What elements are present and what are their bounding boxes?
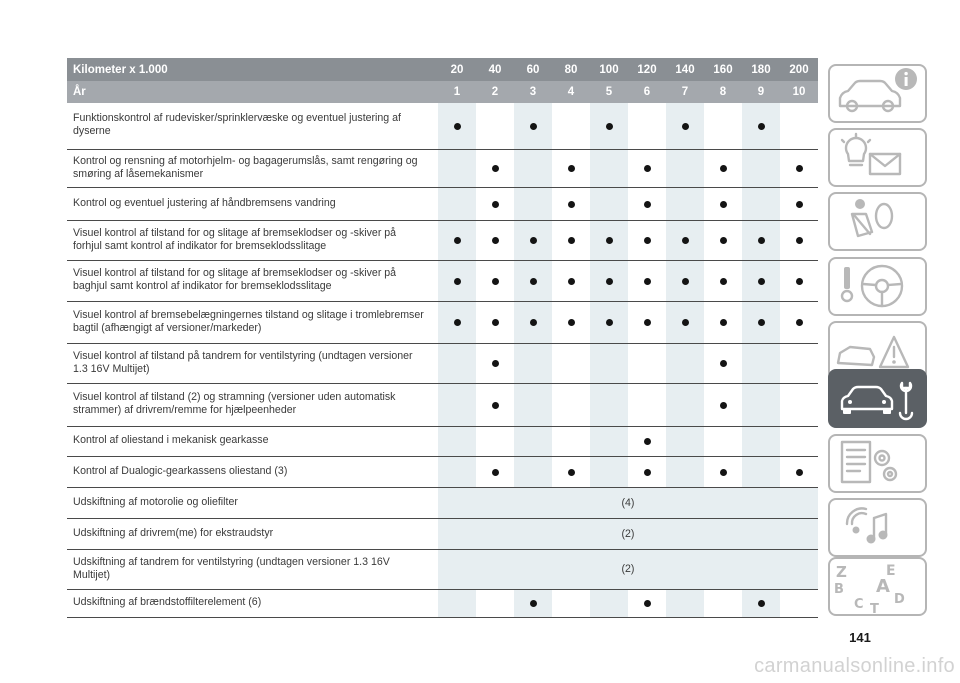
scheduled-dot-icon	[530, 123, 537, 130]
tab-maintenance[interactable]	[828, 369, 927, 428]
row-description: Visuel kontrol af tilstand for og slitage af bremseklodser og -skiver på baghjul samt kontrol af indikator for bremseklodsslitage	[67, 260, 438, 301]
schedule-cell	[666, 456, 704, 487]
scheduled-dot-icon	[682, 123, 689, 130]
scheduled-dot-icon	[568, 469, 575, 476]
schedule-cell	[628, 187, 666, 220]
header-year-label: År	[67, 81, 438, 103]
row-description: Visuel kontrol af tilstand (2) og stramning (versioner uden automatisk strammer) af drivrem/remme for hjælpeenheder	[67, 383, 438, 426]
schedule-cell	[780, 187, 818, 220]
tab-multimedia[interactable]	[828, 498, 927, 557]
scheduled-dot-icon	[568, 237, 575, 244]
scheduled-dot-icon	[606, 278, 613, 285]
scheduled-dot-icon	[530, 237, 537, 244]
table-row	[67, 518, 818, 549]
schedule-cell	[780, 220, 818, 260]
schedule-cell	[552, 187, 590, 220]
schedule-cell	[438, 383, 476, 426]
schedule-cell	[514, 456, 552, 487]
table-row	[67, 149, 818, 187]
schedule-cell	[438, 456, 476, 487]
scheduled-dot-icon	[568, 278, 575, 285]
header-km-label: Kilometer x 1.000	[67, 58, 438, 81]
header-km-40: 40	[476, 58, 514, 81]
schedule-cell	[514, 220, 552, 260]
tab-index[interactable]	[828, 557, 927, 616]
schedule-cell	[590, 103, 628, 149]
schedule-cell	[742, 149, 780, 187]
scheduled-dot-icon	[644, 278, 651, 285]
schedule-cell	[552, 343, 590, 383]
schedule-cell	[438, 103, 476, 149]
tab-warning-lights[interactable]	[828, 128, 927, 187]
schedule-cell	[780, 456, 818, 487]
schedule-cell	[704, 383, 742, 426]
scheduled-dot-icon	[568, 201, 575, 208]
schedule-cell	[476, 220, 514, 260]
schedule-cell	[628, 383, 666, 426]
schedule-cell	[780, 343, 818, 383]
row-description: Visuel kontrol af tilstand på tandrem for ventilstyring (undtagen versioner 1.3 16V Multijet)	[67, 343, 438, 383]
schedule-cell	[590, 301, 628, 343]
scheduled-dot-icon	[492, 201, 499, 208]
schedule-cell	[514, 301, 552, 343]
schedule-cell	[742, 260, 780, 301]
schedule-cell	[476, 187, 514, 220]
scheduled-dot-icon	[758, 319, 765, 326]
index-letter: E	[886, 563, 896, 579]
header-year-2: 2	[476, 81, 514, 103]
tab-safety[interactable]	[828, 192, 927, 251]
scheduled-dot-icon	[644, 319, 651, 326]
scheduled-dot-icon	[682, 278, 689, 285]
schedule-cell	[742, 426, 780, 456]
schedule-cell	[780, 426, 818, 456]
schedule-cell	[552, 426, 590, 456]
schedule-cell	[628, 301, 666, 343]
schedule-cell	[666, 187, 704, 220]
header-row-kilometers	[67, 58, 818, 81]
table-row	[67, 456, 818, 487]
schedule-body	[67, 103, 818, 617]
schedule-cell	[514, 260, 552, 301]
scheduled-dot-icon	[492, 469, 499, 476]
schedule-cell	[438, 260, 476, 301]
row-description: Funktionskontrol af rudevisker/sprinklervæske og eventuel justering af dyserne	[67, 103, 438, 149]
schedule-cell	[552, 149, 590, 187]
table-row	[67, 343, 818, 383]
table-row	[67, 426, 818, 456]
schedule-cell	[628, 456, 666, 487]
schedule-cell	[590, 343, 628, 383]
schedule-cell	[742, 383, 780, 426]
scheduled-dot-icon	[530, 278, 537, 285]
scheduled-dot-icon	[720, 237, 727, 244]
row-interval-note: (2)	[438, 549, 818, 589]
scheduled-dot-icon	[492, 402, 499, 409]
schedule-cell	[438, 343, 476, 383]
header-km-140: 140	[666, 58, 704, 81]
header-year-8: 8	[704, 81, 742, 103]
schedule-cell	[590, 260, 628, 301]
warning-lights-icon	[830, 130, 925, 185]
schedule-cell	[742, 220, 780, 260]
header-km-20: 20	[438, 58, 476, 81]
scheduled-dot-icon	[682, 237, 689, 244]
schedule-cell	[552, 589, 590, 617]
schedule-cell	[552, 301, 590, 343]
maintenance-icon	[830, 371, 925, 426]
index-letter: Z	[836, 563, 847, 581]
index-letter: T	[870, 602, 879, 614]
scheduled-dot-icon	[682, 319, 689, 326]
scheduled-dot-icon	[492, 319, 499, 326]
scheduled-dot-icon	[454, 123, 461, 130]
header-year-6: 6	[628, 81, 666, 103]
watermark-text: carmanualsonline.info	[754, 655, 955, 677]
index-letter: C	[854, 597, 864, 612]
schedule-cell	[590, 220, 628, 260]
scheduled-dot-icon	[720, 319, 727, 326]
schedule-cell	[514, 103, 552, 149]
schedule-cell	[476, 426, 514, 456]
schedule-cell	[666, 589, 704, 617]
schedule-cell	[476, 103, 514, 149]
scheduled-dot-icon	[644, 201, 651, 208]
schedule-cell	[704, 456, 742, 487]
schedule-cell	[438, 187, 476, 220]
scheduled-dot-icon	[492, 278, 499, 285]
schedule-cell	[590, 187, 628, 220]
schedule-cell	[742, 103, 780, 149]
schedule-cell	[590, 149, 628, 187]
header-year-5: 5	[590, 81, 628, 103]
maintenance-schedule-table	[67, 58, 818, 618]
safety-airbag-icon	[830, 194, 925, 249]
schedule-cell	[704, 260, 742, 301]
header-km-80: 80	[552, 58, 590, 81]
schedule-cell	[514, 187, 552, 220]
scheduled-dot-icon	[644, 600, 651, 607]
schedule-cell	[476, 149, 514, 187]
schedule-cell	[438, 426, 476, 456]
scheduled-dot-icon	[796, 201, 803, 208]
index-letter: B	[834, 582, 844, 597]
header-year-4: 4	[552, 81, 590, 103]
schedule-cell	[704, 187, 742, 220]
row-interval-note: (2)	[438, 518, 818, 549]
scheduled-dot-icon	[720, 402, 727, 409]
scheduled-dot-icon	[568, 165, 575, 172]
scheduled-dot-icon	[758, 600, 765, 607]
schedule-cell	[628, 103, 666, 149]
row-description: Visuel kontrol af bremsebelægningernes tilstand og slitage i tromlebremser bagtil (afhængigt af versioner/markeder)	[67, 301, 438, 343]
schedule-cell	[704, 103, 742, 149]
table-row	[67, 589, 818, 617]
scheduled-dot-icon	[530, 319, 537, 326]
row-description: Udskiftning af motorolie og oliefilter	[67, 487, 438, 518]
car-info-icon	[830, 66, 925, 121]
schedule-cell	[780, 589, 818, 617]
table-row	[67, 549, 818, 589]
schedule-cell	[590, 589, 628, 617]
scheduled-dot-icon	[492, 237, 499, 244]
schedule-cell	[666, 301, 704, 343]
scheduled-dot-icon	[606, 237, 613, 244]
scheduled-dot-icon	[758, 278, 765, 285]
scheduled-dot-icon	[720, 278, 727, 285]
row-description: Kontrol og rensning af motorhjelm- og bagagerumslås, samt rengøring og smøring af låsemekanismer	[67, 149, 438, 187]
index-icon	[830, 559, 925, 614]
schedule-cell	[514, 426, 552, 456]
schedule-cell	[590, 383, 628, 426]
schedule-cell	[552, 220, 590, 260]
schedule-cell	[590, 456, 628, 487]
schedule-cell	[438, 301, 476, 343]
schedule-cell	[514, 589, 552, 617]
scheduled-dot-icon	[720, 201, 727, 208]
schedule-cell	[476, 260, 514, 301]
scheduled-dot-icon	[454, 319, 461, 326]
schedule-cell	[666, 426, 704, 456]
index-letter: D	[894, 592, 905, 607]
schedule-cell	[666, 383, 704, 426]
schedule-cell	[742, 187, 780, 220]
schedule-cell	[628, 589, 666, 617]
header-km-120: 120	[628, 58, 666, 81]
schedule-cell	[742, 589, 780, 617]
schedule-cell	[742, 301, 780, 343]
schedule-cell	[666, 149, 704, 187]
index-letter: A	[876, 576, 890, 597]
schedule-cell	[780, 260, 818, 301]
driving-icon	[830, 259, 925, 314]
scheduled-dot-icon	[644, 438, 651, 445]
schedule-cell	[514, 383, 552, 426]
table-row	[67, 103, 818, 149]
header-year-9: 9	[742, 81, 780, 103]
schedule-cell	[704, 301, 742, 343]
table-row	[67, 187, 818, 220]
schedule-cell	[666, 260, 704, 301]
schedule-cell	[742, 343, 780, 383]
scheduled-dot-icon	[530, 600, 537, 607]
schedule-cell	[704, 589, 742, 617]
row-description: Udskiftning af drivrem(me) for ekstraudstyr	[67, 518, 438, 549]
schedule-cell	[780, 301, 818, 343]
header-row-years	[67, 81, 818, 103]
scheduled-dot-icon	[796, 469, 803, 476]
header-year-10: 10	[780, 81, 818, 103]
schedule-cell	[704, 426, 742, 456]
schedule-cell	[552, 260, 590, 301]
scheduled-dot-icon	[796, 319, 803, 326]
schedule-cell	[628, 220, 666, 260]
row-description: Udskiftning af brændstoffilterelement (6)	[67, 589, 438, 617]
row-description: Udskiftning af tandrem for ventilstyring (undtagen versioner 1.3 16V Multijet)	[67, 549, 438, 589]
table-row	[67, 260, 818, 301]
page-number: 141	[849, 630, 871, 645]
schedule-cell	[742, 456, 780, 487]
scheduled-dot-icon	[796, 237, 803, 244]
header-year-1: 1	[438, 81, 476, 103]
schedule-cell	[780, 383, 818, 426]
scheduled-dot-icon	[644, 165, 651, 172]
row-description: Kontrol af Dualogic-gearkassens oliestand (3)	[67, 456, 438, 487]
schedule-cell	[704, 220, 742, 260]
scheduled-dot-icon	[644, 237, 651, 244]
schedule-cell	[552, 103, 590, 149]
scheduled-dot-icon	[758, 237, 765, 244]
scheduled-dot-icon	[720, 469, 727, 476]
scheduled-dot-icon	[606, 123, 613, 130]
header-km-100: 100	[590, 58, 628, 81]
scheduled-dot-icon	[796, 278, 803, 285]
tab-driving[interactable]	[828, 257, 927, 316]
scheduled-dot-icon	[758, 123, 765, 130]
schedule-cell	[704, 343, 742, 383]
row-interval-note: (4)	[438, 487, 818, 518]
table-row	[67, 220, 818, 260]
schedule-cell	[476, 456, 514, 487]
schedule-cell	[476, 343, 514, 383]
schedule-cell	[552, 383, 590, 426]
schedule-cell	[628, 260, 666, 301]
schedule-cell	[780, 103, 818, 149]
schedule-cell	[552, 456, 590, 487]
schedule-cell	[514, 343, 552, 383]
scheduled-dot-icon	[796, 165, 803, 172]
scheduled-dot-icon	[720, 165, 727, 172]
header-year-3: 3	[514, 81, 552, 103]
scheduled-dot-icon	[454, 237, 461, 244]
header-year-7: 7	[666, 81, 704, 103]
table-row	[67, 383, 818, 426]
scheduled-dot-icon	[720, 360, 727, 367]
schedule-cell	[590, 426, 628, 456]
schedule-cell	[438, 589, 476, 617]
table-row	[67, 487, 818, 518]
row-description: Kontrol og eventuel justering af håndbremsens vandring	[67, 187, 438, 220]
multimedia-icon	[830, 500, 925, 555]
schedule-cell	[476, 589, 514, 617]
scheduled-dot-icon	[606, 319, 613, 326]
header-km-180: 180	[742, 58, 780, 81]
schedule-cell	[666, 103, 704, 149]
scheduled-dot-icon	[492, 360, 499, 367]
schedule-cell	[628, 343, 666, 383]
technical-data-icon	[830, 436, 925, 491]
schedule-cell	[666, 343, 704, 383]
schedule-cell	[476, 383, 514, 426]
schedule-cell	[476, 301, 514, 343]
header-km-60: 60	[514, 58, 552, 81]
schedule-cell	[666, 220, 704, 260]
schedule-cell	[438, 149, 476, 187]
scheduled-dot-icon	[644, 469, 651, 476]
tab-car-info[interactable]	[828, 64, 927, 123]
row-description: Visuel kontrol af tilstand for og slitage af bremseklodser og -skiver på forhjul samt kontrol af indikator for bremseklodsslitage	[67, 220, 438, 260]
tab-technical-data[interactable]	[828, 434, 927, 493]
schedule-cell	[514, 149, 552, 187]
table-row	[67, 301, 818, 343]
schedule-cell	[438, 220, 476, 260]
schedule-cell	[628, 149, 666, 187]
row-description: Kontrol af oliestand i mekanisk gearkasse	[67, 426, 438, 456]
schedule-cell	[628, 426, 666, 456]
header-km-160: 160	[704, 58, 742, 81]
scheduled-dot-icon	[492, 165, 499, 172]
header-km-200: 200	[780, 58, 818, 81]
schedule-cell	[704, 149, 742, 187]
scheduled-dot-icon	[454, 278, 461, 285]
schedule-cell	[780, 149, 818, 187]
scheduled-dot-icon	[568, 319, 575, 326]
